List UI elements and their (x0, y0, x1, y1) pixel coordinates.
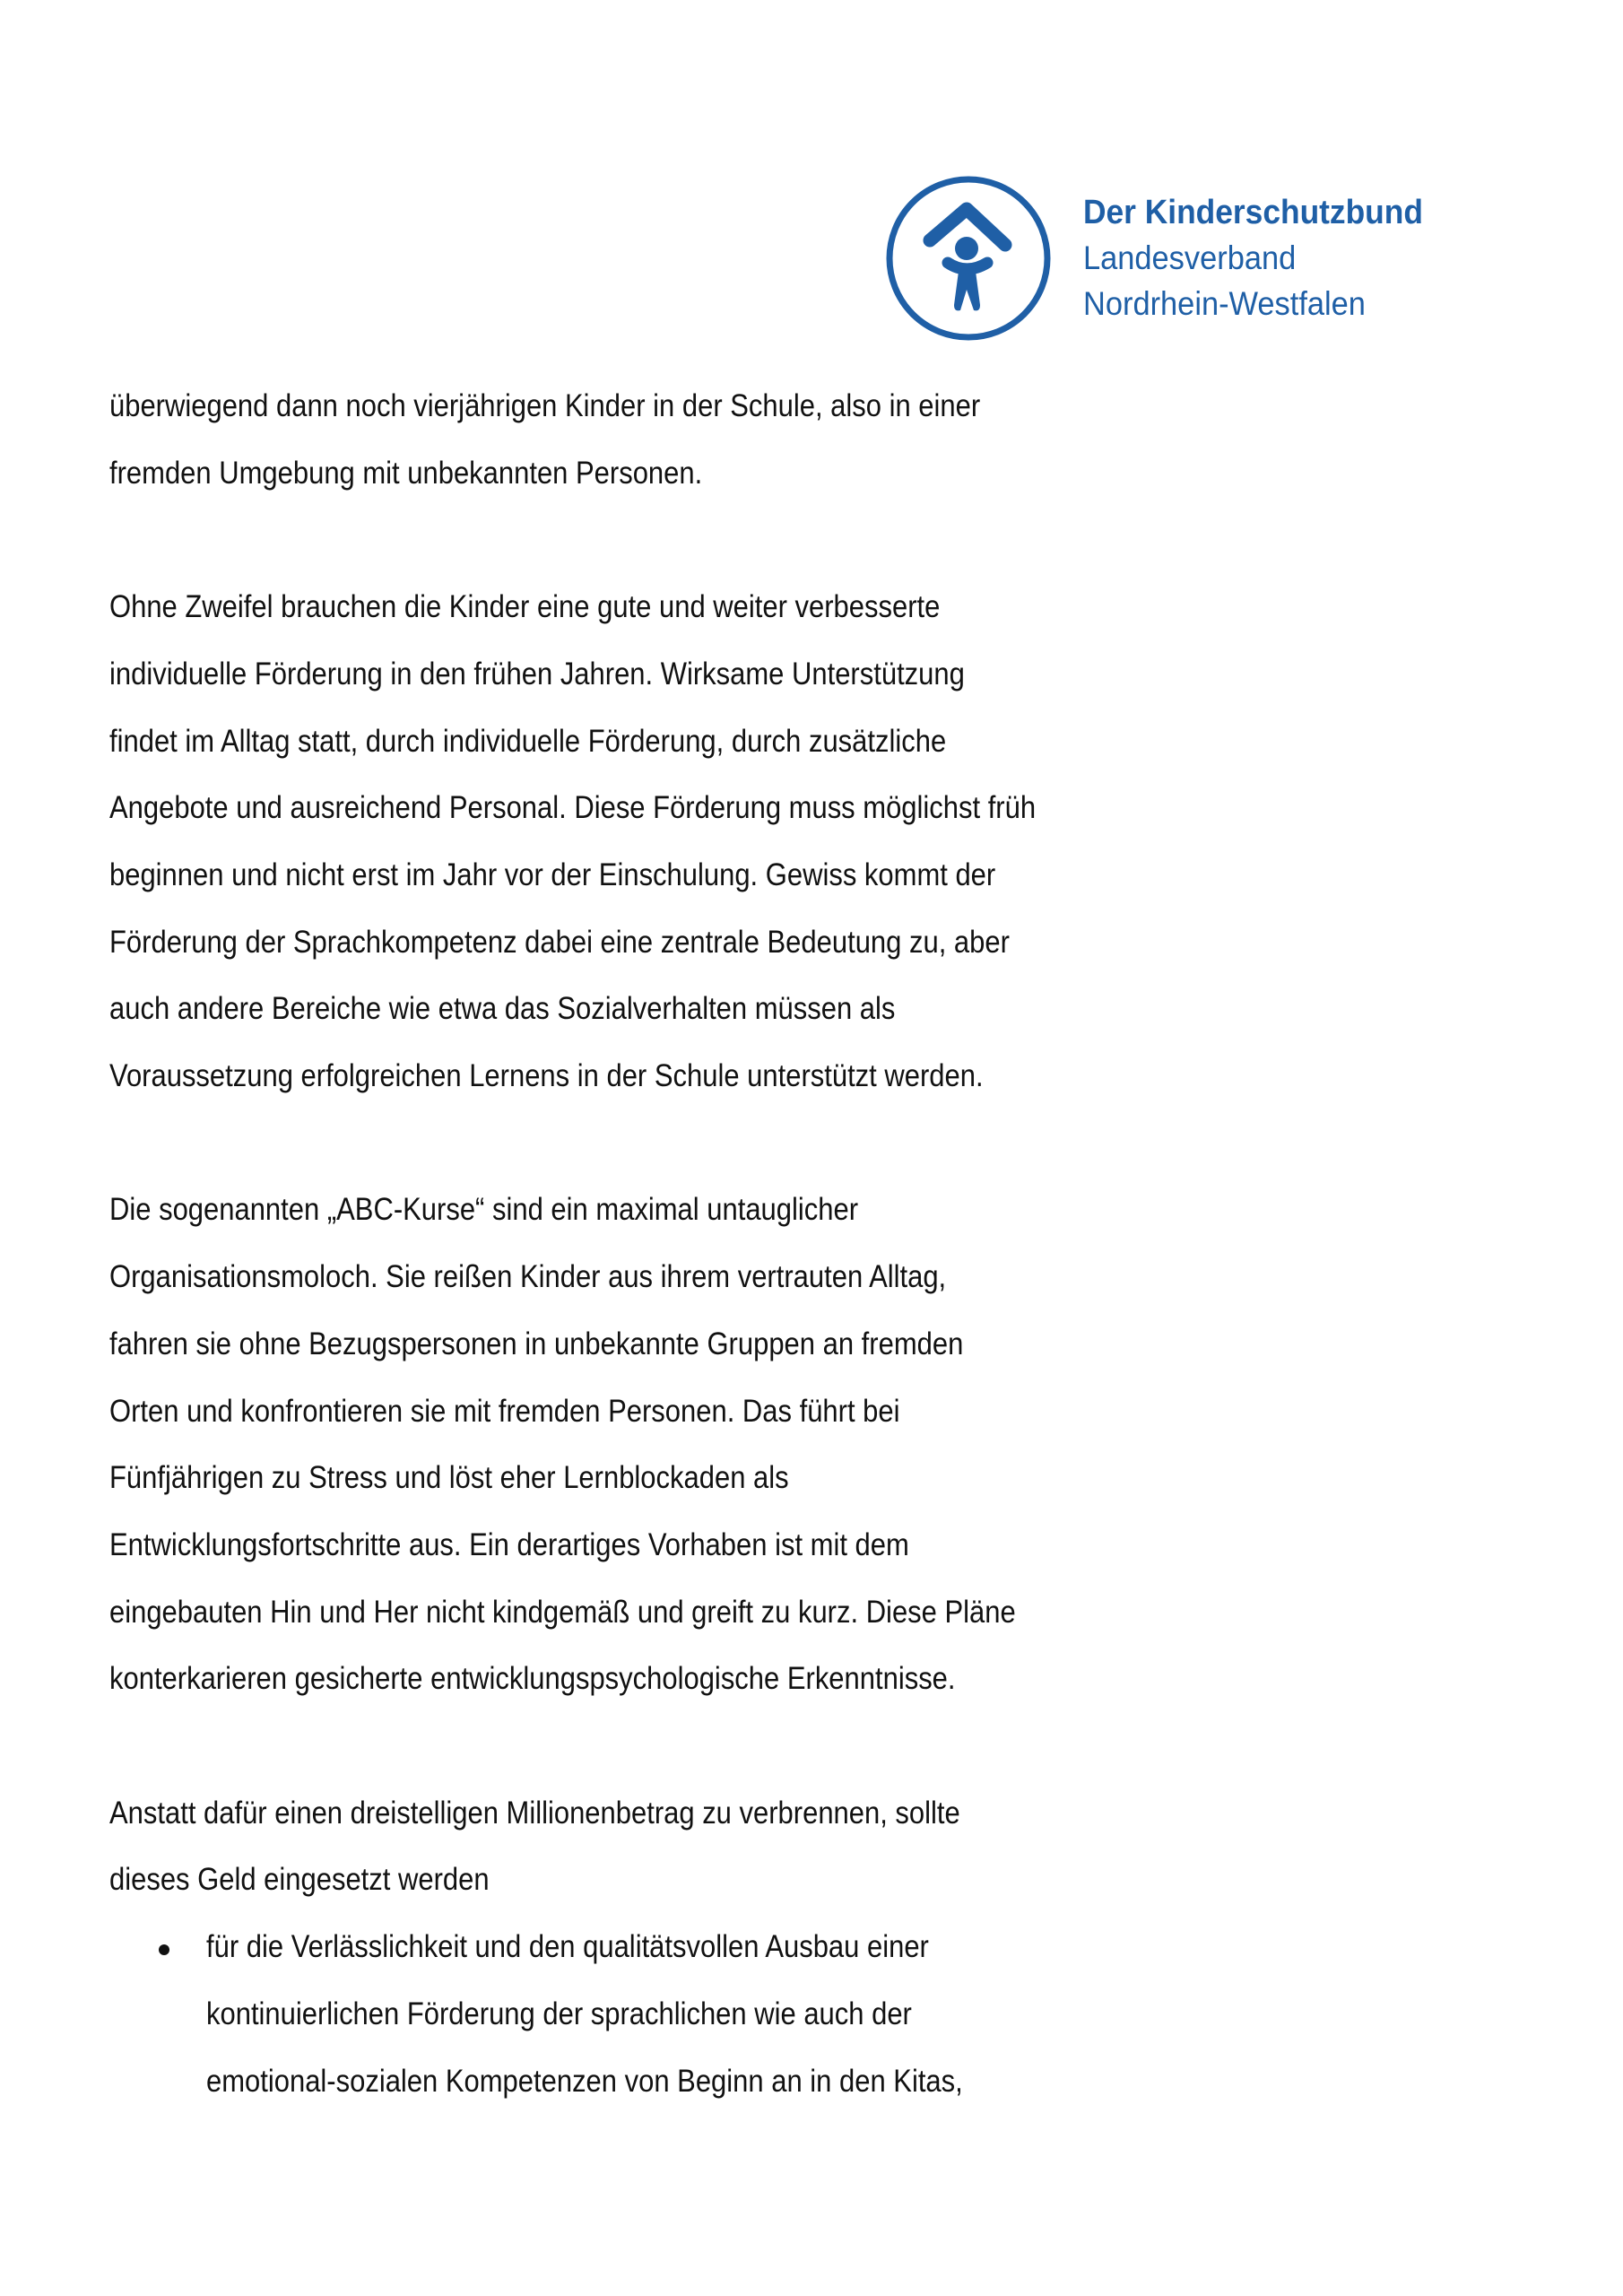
logo-subtitle-1: Landesverband (1083, 239, 1297, 276)
text-line: Entwicklungsfortschritte aus. Ein derartiges Vorhaben ist mit dem (109, 1526, 909, 1562)
text-line: fremden Umgebung mit unbekannten Personen. (109, 455, 703, 491)
text-line: konterkarieren gesicherte entwicklungspsychologische Erkenntnisse. (109, 1661, 956, 1697)
text-line: Anstatt dafür einen dreistelligen Millionenbetrag zu verbrennen, sollte (109, 1795, 960, 1831)
text-line: emotional-sozialen Kompetenzen von Beginn an in den Kitas, (206, 2063, 963, 2099)
text-line: Förderung der Sprachkompetenz dabei eine zentrale Bedeutung zu, aber (109, 924, 1010, 960)
text-line: Ohne Zweifel brauchen die Kinder eine gute und weiter verbesserte (109, 589, 941, 625)
document-body (109, 0, 1365, 2296)
text-line: Voraussetzung erfolgreichen Lernens in der Schule unterstützt werden. (109, 1058, 984, 1093)
text-line: Organisationsmoloch. Sie reißen Kinder aus ihrem vertrauten Alltag, (109, 1259, 947, 1295)
text-line: für die Verlässlichkeit und den qualitätsvollen Ausbau einer (206, 1929, 929, 1965)
text-line: beginnen und nicht erst im Jahr vor der Einschulung. Gewiss kommt der (109, 857, 996, 892)
text-line: Die sogenannten „ABC-Kurse“ sind ein maximal untauglicher (109, 1192, 859, 1228)
text-line: auch andere Bereiche wie etwa das Sozialverhalten müssen als (109, 991, 896, 1027)
text-line: Orten und konfrontieren sie mit fremden Personen. Das führt bei (109, 1393, 900, 1429)
logo-subtitle-2: Nordrhein-Westfalen (1083, 285, 1366, 322)
bullet-icon (159, 1944, 169, 1955)
text-line: findet im Alltag statt, durch individuelle Förderung, durch zusätzliche (109, 723, 947, 759)
text-line: eingebauten Hin und Her nicht kindgemäß und greift zu kurz. Diese Pläne (109, 1594, 1016, 1630)
text-line: Fünfjährigen zu Stress und löst eher Lernblockaden als (109, 1460, 789, 1496)
logo-title: Der Kinderschutzbund (1083, 194, 1423, 231)
text-line: überwiegend dann noch vierjährigen Kinder in der Schule, also in einer (109, 388, 981, 423)
text-line: fahren sie ohne Bezugspersonen in unbekannte Gruppen an fremden (109, 1326, 964, 1361)
text-line: kontinuierlichen Förderung der sprachlichen wie auch der (206, 1996, 912, 2031)
text-line: Angebote und ausreichend Personal. Diese Förderung muss möglichst früh (109, 790, 1037, 826)
text-line: individuelle Förderung in den frühen Jahren. Wirksame Unterstützung (109, 656, 965, 691)
text-line: dieses Geld eingesetzt werden (109, 1862, 490, 1898)
